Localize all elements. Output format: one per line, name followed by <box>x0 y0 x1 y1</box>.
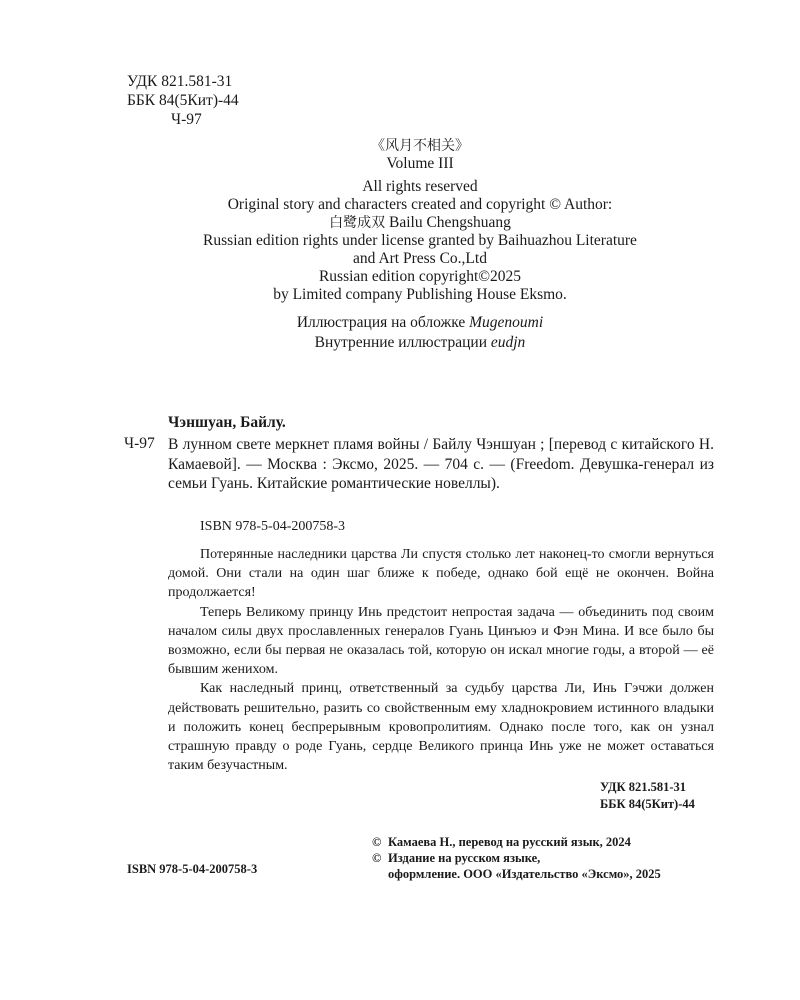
footer-bbk: ББК 84(5Кит)-44 <box>600 797 695 811</box>
isbn-footer: ISBN 978-5-04-200758-3 <box>127 862 258 876</box>
cover-credit <box>100 313 740 333</box>
copyright-edition-continued: оформление. ООО «Издательство «Эксмо», 2025 <box>388 867 661 881</box>
rights-line: All rights reserved <box>362 178 478 195</box>
footer-udk: УДК 821.581-31 <box>600 780 686 794</box>
copyright-edition-text: Издание на русском языке, <box>388 851 541 865</box>
chinese-title: 《风月不相关》 <box>371 138 469 154</box>
cover-artist: Mugenoumi <box>469 314 544 331</box>
author-mark: Ч-97 <box>171 111 202 128</box>
cover-label: Иллюстрация на обложке <box>296 314 466 331</box>
copyright-symbol: © <box>372 835 382 849</box>
author-latin-name: Bailu Chengshuang <box>389 214 511 231</box>
inner-label: Внутренние иллюстрации <box>314 334 487 351</box>
author-line <box>100 214 740 232</box>
bibliography-entry: В лунном свете меркнет пламя войны / Байлу Чэншуан ; [перевод с китайского Н. Камаевой]. — Москва : Эксмо, 2025. — 704 с. — (Freedom. Девушка-генерал из семьи Гуань. Китайские романтические новеллы). <box>168 436 714 492</box>
footer-codes <box>600 779 695 813</box>
copyright-symbol: © <box>372 851 382 865</box>
bibliography-mark: Ч-97 <box>124 435 155 452</box>
copyright-translation-text: Камаева Н., перевод на русский язык, 2024 <box>388 835 631 849</box>
udk-code: УДК 821.581-31 <box>127 73 233 90</box>
annotation-paragraph-1: Потерянные наследники царства Ли спустя столько лет наконец-то смогли вернуться домой. Они стали на один шаг ближе к победе, однако бой ещё не окончен. Война продолжается! <box>168 547 714 601</box>
publisher-line: by Limited company Publishing House Eksmo. <box>273 286 567 303</box>
license-line-2: and Art Press Co.,Ltd <box>353 250 487 267</box>
annotation <box>168 545 714 775</box>
isbn-main: ISBN 978-5-04-200758-3 <box>200 519 346 534</box>
copyright-edition <box>372 850 661 866</box>
bbk-code: ББК 84(5Кит)-44 <box>127 92 239 109</box>
copyright-translation <box>372 834 661 850</box>
illustration-credits <box>100 313 740 353</box>
original-copyright-line: Original story and characters created and copyright © Author: <box>227 196 613 213</box>
copyright-notices <box>372 834 661 882</box>
inner-artist: eudjn <box>490 334 526 351</box>
inner-credit <box>100 333 740 353</box>
bibliography-author-heading: Чэншуан, Байлу. <box>168 414 286 431</box>
title-block <box>100 137 740 304</box>
classification-codes <box>127 72 239 129</box>
volume-label: Volume III <box>386 155 454 172</box>
license-line-1: Russian edition rights under license granted by Baihuazhou Literature <box>203 232 637 249</box>
annotation-paragraph-2: Теперь Великому принцу Инь предстоит непростая задача — объединить под своим началом силы двух прославленных генералов Гуань Цинъюэ и Фэн Мина. И все было бы возможно, если бы первая не оказалась той, которую он искал многие годы, а второй — её бывшим женихом. <box>168 604 714 678</box>
annotation-paragraph-3: Как наследный принц, ответственный за судьбу царства Ли, Инь Гэчжи должен действовать решительно, разить со свойственным ему хладнокровием истинного владыки и положить конец беспрерывным кровопролитиям. Однако после того, как он узнал страшную правду о роде Гуань, сердце Великого принца Инь уже не может оставаться таким безучастным. <box>168 681 714 774</box>
author-chinese-name: 白鹭成双 <box>329 215 386 231</box>
russian-copyright-line: Russian edition copyright©2025 <box>318 268 522 285</box>
